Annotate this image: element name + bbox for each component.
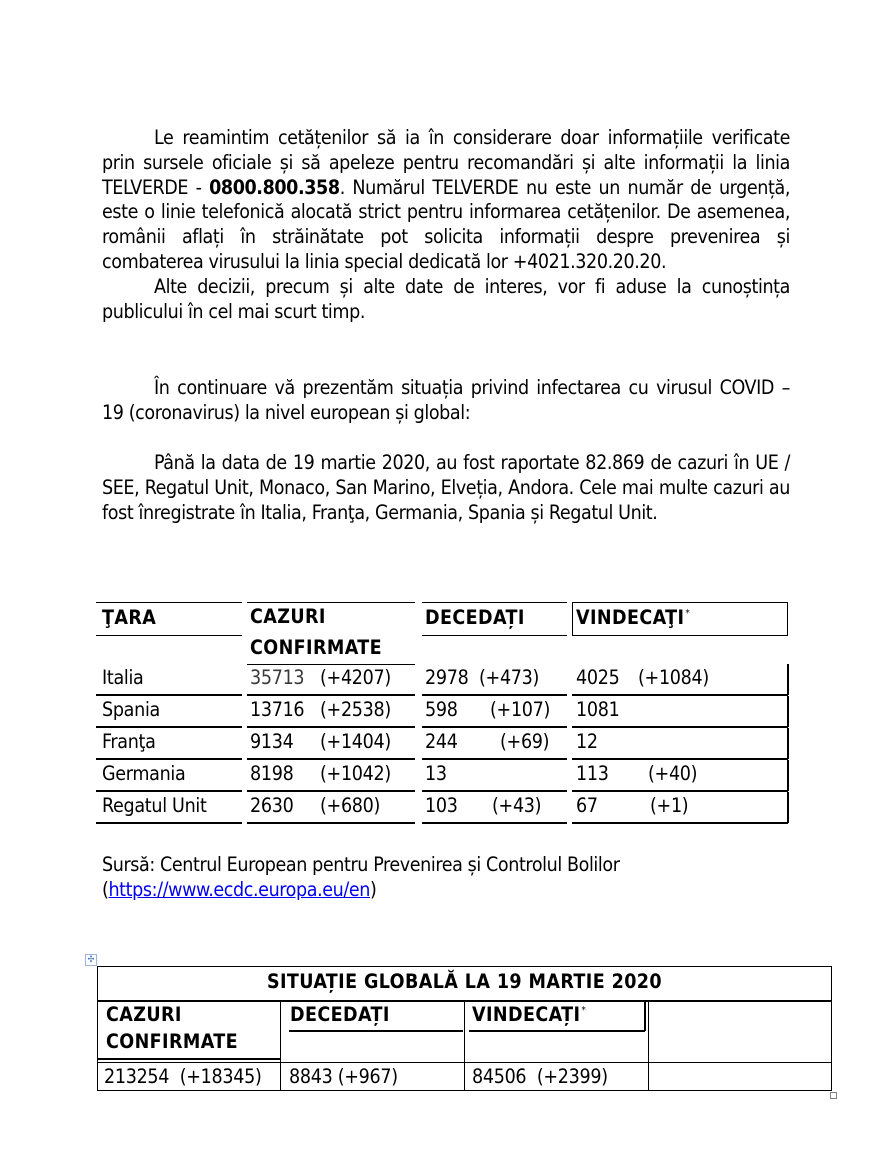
deaths-delta: (+69) [500,730,550,753]
country-cell: Italia [102,666,144,689]
table-border [97,966,832,967]
country-cell: Germania [102,762,186,785]
footnote-mark: * [581,1005,587,1016]
table-border [96,635,242,636]
paragraph-decisions: Alte decizii, precum și alte date de interes, vor fi aduse la cunoștința publicului în cel mai scurt timp. [102,274,790,323]
confirmed-delta: (+2538) [320,698,391,721]
header-country: ŢARA [102,606,157,629]
country-cell: Franţa [102,730,156,753]
paragraph-cases-summary [102,451,790,525]
deaths-cell: 598 [425,698,458,721]
table-border [96,726,242,728]
table-border [247,664,415,665]
table-border [572,635,788,636]
table-border [572,822,788,824]
header-confirmed-line2: CONFIRMATE [250,636,382,659]
table-border [422,822,567,824]
header-recovered [576,606,690,630]
global-table-title: SITUAȚIE GLOBALĂ LA 19 MARTIE 2020 [266,970,663,993]
header-deaths: DECEDAȚI [290,1003,390,1026]
header-confirmed-line1: CAZURI [250,605,326,628]
table-border [787,664,789,695]
table-border [572,602,788,603]
deaths-delta: (+473) [479,666,540,689]
table-resize-handle[interactable] [830,1092,837,1099]
global-recovered-value [472,1065,608,1089]
table-border [787,792,789,823]
header-confirmed-line1: CAZURI [106,1003,182,1026]
table-border [422,602,567,603]
country-cell: Regatul Unit [102,794,207,817]
table-border [422,694,567,696]
recovered-cell: 12 [576,730,598,753]
recovered-delta: (+1084) [638,666,709,689]
table-move-handle-icon[interactable]: ✣ [85,954,97,966]
table-border [247,822,415,824]
paragraph-text: Până la data de 19 martie 2020, au fost raportate 82.869 de cazuri în UE / SEE, Regatul Unit, Monaco, San Marino, Elveția, Andora. Cele mai multe cazuri au fost înregistrate în Italia, Franţa, Germania, Spania și Regatul Unit. [102,451,790,524]
global-confirmed-value [104,1065,262,1089]
confirmed-cell: 8198 [250,762,294,785]
table-border [787,760,789,791]
source-label: Sursă: Centrul European pentru Prevenirea și Controlul Bolilor [102,853,620,876]
confirmed-delta: (+1042) [320,762,391,785]
table-border [96,602,242,603]
paren: ( [102,878,109,901]
table-border [96,694,242,696]
value: 84506 [472,1065,527,1088]
delta: (+967) [337,1065,398,1088]
table-border [96,822,242,824]
table-border [648,1000,649,1091]
paragraph-text: Le reamintim cetățenilor să ia în considerare doar informațiile verificate prin sursele oficiale și să apeleze pentru recomandări și alte informații la linia TELVERDE - [102,126,790,199]
confirmed-delta: (+680) [320,794,381,817]
table-border [787,696,789,727]
telverde-phone: 0800.800.358 [209,175,340,199]
table-border [289,1030,463,1032]
paragraph-text: În continuare vă prezentăm situația privind infectarea cu virusul COVID – 19 (coronavirus) la nivel european și global: [102,376,790,424]
deaths-delta: (+107) [490,698,551,721]
table-border [572,726,788,728]
confirmed-cell: 13716 [250,698,305,721]
table-border [247,790,415,792]
header-recovered [472,1003,586,1027]
table-border [787,728,789,759]
table-border [572,694,788,696]
table-border [97,1058,280,1060]
recovered-cell: 67 [576,794,598,817]
header-confirmed-line2: CONFIRMATE [106,1030,238,1053]
table-border [572,602,573,635]
global-deaths-value [289,1065,398,1089]
table-border [422,726,567,728]
source-note [102,852,620,902]
delta: (+2399) [536,1065,608,1088]
table-border [787,602,788,635]
table-border [422,758,567,760]
ecdc-link[interactable]: https://www.ecdc.europa.eu/en [108,878,371,901]
deaths-cell: 103 [425,794,458,817]
confirmed-delta: (+1404) [320,730,391,753]
table-border [464,1000,465,1091]
header-recovered-label: VINDECAȚI [472,1003,581,1026]
table-border [247,694,415,696]
recovered-delta: (+40) [648,762,698,785]
recovered-cell: 1081 [576,698,620,721]
table-border [280,1000,281,1091]
country-cell: Spania [102,698,160,721]
value: 8843 [289,1065,333,1088]
paragraph-text: . Numărul TELVERDE nu este un număr de urgență, este o linie telefonică alocată strict pentru informarea cetățenilor. De asemenea, românii aflați în străinătate pot solicita informații despre prevenirea și combaterea virusului la linia special dedicată lor +4021.320.20.20. [102,175,790,273]
recovered-cell: 113 [576,762,609,785]
table-border [247,602,415,603]
table-border [572,790,788,792]
table-border [572,758,788,760]
paragraph-telverde [102,126,790,324]
table-border [247,758,415,760]
table-border [422,790,567,792]
paragraph-intro-situation [102,376,790,426]
deaths-delta: (+43) [492,794,542,817]
confirmed-delta: (+4207) [320,666,391,689]
recovered-cell: 4025 [576,666,620,689]
confirmed-cell: 2630 [250,794,294,817]
delta: (+18345) [179,1065,262,1088]
deaths-cell: 13 [425,762,447,785]
header-recovered-label: VINDECAŢI [576,606,685,629]
table-border [96,758,242,760]
table-border [96,790,242,792]
table-border [644,1000,646,1031]
table-border [247,726,415,728]
value: 213254 [104,1065,170,1088]
confirmed-cell: 35713 [250,666,305,689]
header-deaths: DECEDAȚI [425,606,525,629]
deaths-cell: 2978 [425,666,469,689]
source-link-line [102,877,620,902]
deaths-cell: 244 [425,730,458,753]
confirmed-cell: 9134 [250,730,294,753]
paren: ) [370,878,377,901]
table-border [422,635,567,636]
footnote-mark: * [685,608,691,619]
table-border [469,1030,645,1032]
recovered-delta: (+1) [650,794,689,817]
